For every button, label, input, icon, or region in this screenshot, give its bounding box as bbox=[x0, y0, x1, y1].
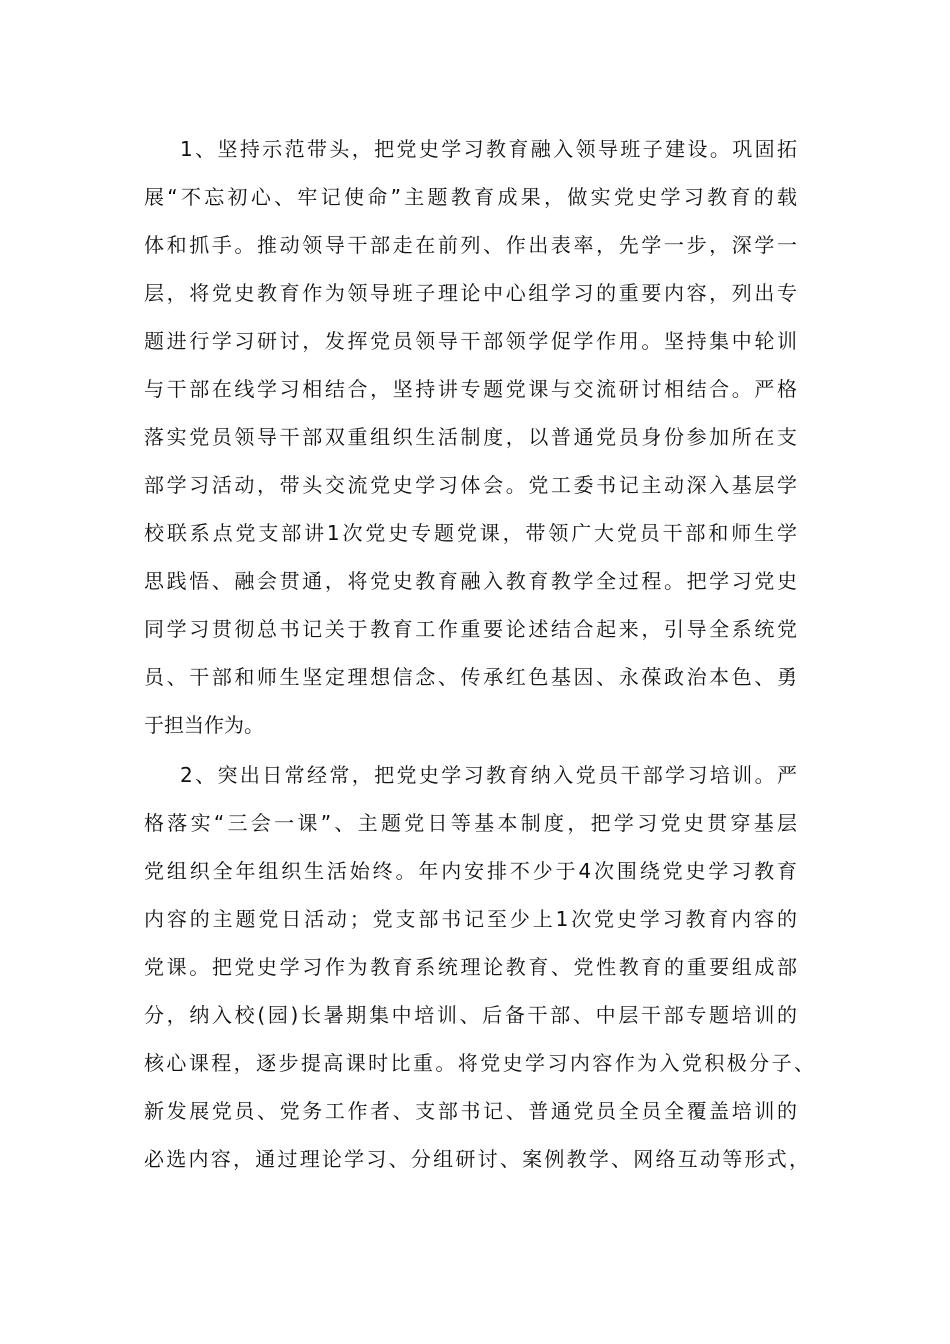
paragraph-line: 题进行学习研讨，发挥党员领导干部领学促学作用。坚持集中轮训 bbox=[144, 329, 797, 353]
paragraph-line: 内容的主题党日活动；党支部书记至少上1次党史学习教育内容的 bbox=[144, 907, 797, 931]
paragraph-line: 部学习活动，带头交流党史学习体会。党工委书记主动深入基层学 bbox=[144, 473, 797, 497]
paragraph-line: 校联系点党支部讲1次党史专题党课，带领广大党员干部和师生学 bbox=[144, 521, 797, 545]
paragraph-line: 2、突出日常经常，把党史学习教育纳入党员干部学习培训。严 bbox=[180, 763, 797, 787]
paragraph-line: 落实党员领导干部双重组织生活制度，以普通党员身份参加所在支 bbox=[144, 425, 797, 449]
paragraph-line: 1、坚持示范带头，把党史学习教育融入领导班子建设。巩固拓 bbox=[180, 137, 797, 161]
paragraph-line: 必选内容，通过理论学习、分组研讨、案例教学、网络互动等形式， bbox=[144, 1147, 809, 1171]
paragraph-line: 分，纳入校(园)长暑期集中培训、后备干部、中层干部专题培训的 bbox=[144, 1003, 797, 1027]
paragraph-line: 展“不忘初心、牢记使命”主题教育成果，做实党史学习教育的载 bbox=[144, 185, 797, 209]
paragraph-line: 思践悟、融会贯通，将党史教育融入教育教学全过程。把学习党史 bbox=[144, 569, 797, 593]
paragraph-line: 党组织全年组织生活始终。年内安排不少于4次围绕党史学习教育 bbox=[144, 859, 797, 883]
paragraph-line: 新发展党员、党务工作者、支部书记、普通党员全员全覆盖培训的 bbox=[144, 1099, 797, 1123]
paragraph-line: 于担当作为。 bbox=[144, 713, 264, 737]
paragraph-line: 核心课程，逐步提高课时比重。将党史学习内容作为入党积极分子、 bbox=[144, 1051, 814, 1075]
paragraph-line: 格落实“三会一课”、主题党日等基本制度，把学习党史贯穿基层 bbox=[144, 811, 797, 835]
paragraph-line: 层，将党史教育作为领导班子理论中心组学习的重要内容，列出专 bbox=[144, 281, 797, 305]
paragraph-line: 党课。把党史学习作为教育系统理论教育、党性教育的重要组成部 bbox=[144, 955, 797, 979]
paragraph-line: 体和抓手。推动领导干部走在前列、作出表率，先学一步，深学一 bbox=[144, 233, 797, 257]
paragraph-line: 员、干部和师生坚定理想信念、传承红色基因、永葆政治本色、勇 bbox=[144, 665, 797, 689]
paragraph-line: 与干部在线学习相结合，坚持讲专题党课与交流研讨相结合。严格 bbox=[144, 377, 797, 401]
paragraph-line: 同学习贯彻总书记关于教育工作重要论述结合起来，引导全系统党 bbox=[144, 617, 797, 641]
